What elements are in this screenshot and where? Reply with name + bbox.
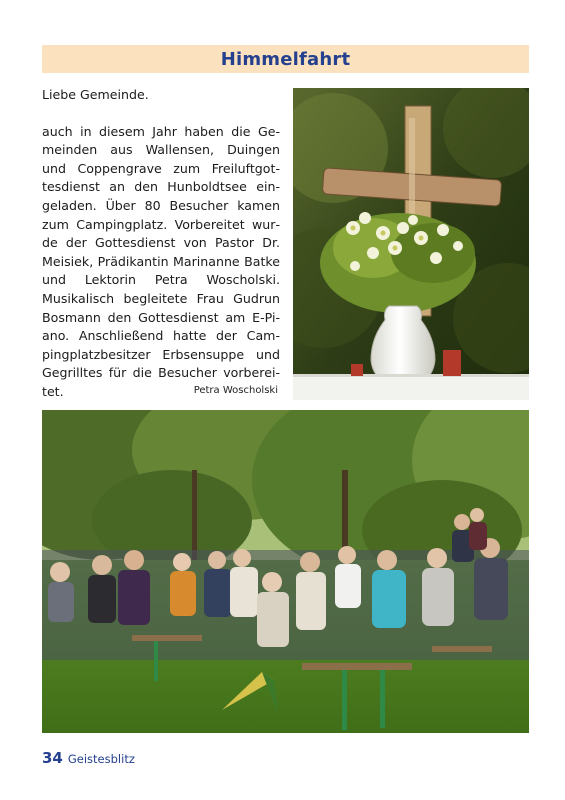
greeting: Liebe Gemeinde.: [42, 87, 149, 102]
author-signature: Petra Woscholski: [193, 385, 278, 396]
congregation-photo: [42, 410, 529, 733]
title-band: [42, 45, 529, 73]
article-text-column: [42, 86, 280, 402]
page-footer: [42, 749, 135, 767]
page-title: Himmelfahrt: [220, 48, 351, 70]
page-number: 34: [42, 749, 63, 767]
cross-vase-photo: [293, 88, 529, 400]
magazine-name: Geistesblitz: [67, 752, 135, 766]
article-body: auch in diesem Jahr haben die Gemeinden aus Wallensen, Duingen und Coppengrave zum Freiluftgottesdienst an den Hunboldtsee eingeladen. Über 80 Besucher kamen zum Campingplatz. Vorbereitet wurde der Gottesdienst von Pastor Dr. Meisiek, Prädikantin Marinanne Batke und Lektorin Petra Woscholski. Musikalisch begleitete Frau Gudrun Bosmann den Gottesdienst am E-Piano. Anschließend hatte der Campingplatzbesitzer Erbsensuppe und Gegrilltes für die Besucher vorbereitet.: [42, 123, 280, 399]
